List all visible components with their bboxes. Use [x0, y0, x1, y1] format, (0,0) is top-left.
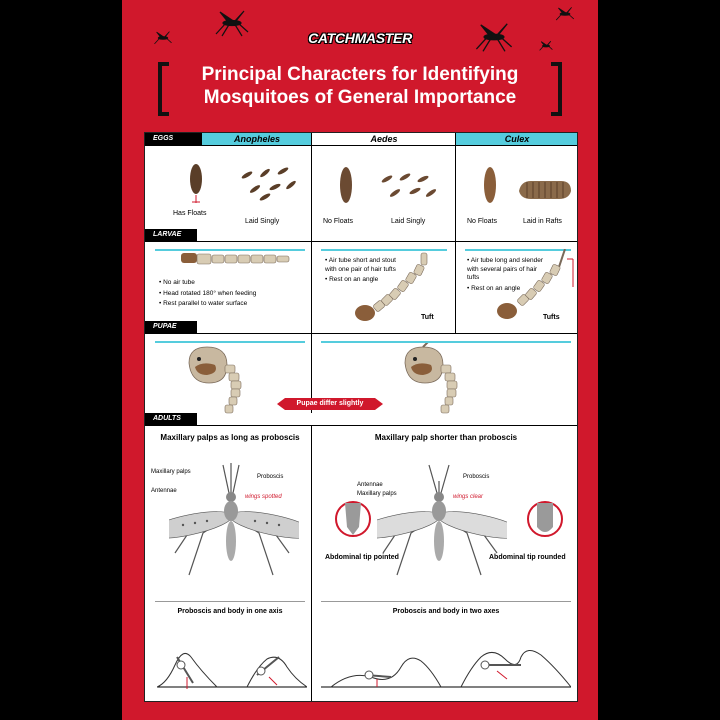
row-divider	[145, 241, 577, 242]
poster-title	[158, 62, 562, 112]
section-label-larvae: LARVAE	[145, 229, 197, 241]
larva-trait: • Rest parallel to water surface	[159, 300, 309, 309]
anopheles-larva-illustration	[181, 249, 301, 271]
pupae-differ-banner: Pupae differ slightly	[285, 398, 375, 410]
right-arrow-icon	[375, 398, 383, 410]
label-abdominal-tip-pointed: Abdominal tip pointed	[325, 554, 399, 561]
aedes-tuft-label: Tuft	[421, 314, 434, 321]
brand-name: CATCHMASTER	[308, 30, 412, 46]
mosquito-silhouette-icon	[538, 40, 554, 52]
culex-larva-illustration	[481, 249, 577, 325]
label-proboscis: Proboscis	[257, 474, 284, 480]
adults-right-heading: Maxillary palp shorter than proboscis	[374, 433, 518, 442]
row-divider	[145, 333, 577, 334]
section-label-adults: ADULTS	[145, 413, 197, 425]
header-divider	[145, 145, 577, 146]
label-antennae: Antennae	[151, 488, 177, 494]
column-divider	[455, 133, 456, 333]
title-line-1: Principal Characters for Identifying	[201, 64, 519, 85]
larva-trait: • Rest on an angle	[467, 285, 547, 294]
sub-divider	[321, 601, 571, 602]
anopheles-larva-traits	[159, 279, 309, 311]
egg-label-no-floats-culex: No Floats	[467, 218, 497, 225]
aedes-egg-illustration	[331, 161, 361, 211]
resting-posture-two-axes-illustration	[321, 627, 571, 693]
poster	[122, 0, 598, 720]
egg-label-laid-singly: Laid Singly	[245, 218, 280, 225]
section-label-eggs: EGGS	[145, 133, 201, 145]
column-header-culex: Culex	[455, 133, 578, 145]
larva-trait: • Rest on an angle	[325, 276, 401, 285]
label-maxillary-palps-right: Maxillary palps	[357, 491, 397, 497]
egg-label-laid-in-rafts: Laid in Rafts	[523, 218, 562, 225]
aedes-culex-pupa-illustration	[401, 343, 481, 419]
label-antennae-right: Antennae	[357, 482, 383, 488]
egg-label-has-floats: Has Floats	[173, 210, 207, 217]
culex-tufts-label: Tufts	[543, 314, 560, 321]
culex-egg-illustration	[475, 161, 505, 211]
anopheles-egg-illustration	[181, 159, 211, 203]
label-axis-one: Proboscis and body in one axis	[177, 608, 283, 615]
identification-chart	[144, 132, 578, 702]
sub-divider	[155, 601, 305, 602]
column-divider	[311, 425, 312, 701]
title-line-2: Mosquitoes of General Importance	[203, 87, 517, 108]
mosquito-silhouette-icon	[152, 30, 174, 46]
section-label-pupae: PUPAE	[145, 321, 197, 333]
larva-trait: • Head rotated 180° when feeding	[159, 290, 309, 299]
larva-trait: • No air tube	[159, 279, 309, 288]
resting-posture-one-axis-illustration	[157, 627, 307, 693]
column-divider	[311, 133, 312, 413]
column-header-anopheles: Anopheles	[201, 133, 312, 145]
egg-label-laid-singly-aedes: Laid Singly	[391, 218, 426, 225]
label-proboscis-right: Proboscis	[463, 474, 490, 480]
row-divider	[145, 425, 577, 426]
egg-label-no-floats: No Floats	[323, 218, 353, 225]
label-wings-spotted: wings spotted	[245, 494, 282, 500]
anopheles-eggs-scattered	[237, 165, 301, 203]
mosquito-silhouette-icon	[472, 20, 516, 54]
larva-trait: • Air tube long and slender with several pairs of hair tufts	[467, 257, 547, 283]
anopheles-pupa-illustration	[185, 343, 255, 417]
label-maxillary-palps: Maxillary palps	[151, 469, 191, 475]
mosquito-silhouette-icon	[212, 8, 252, 38]
adults-left-heading: Maxillary palps as long as proboscis	[160, 433, 300, 442]
label-wings-clear: wings clear	[453, 494, 484, 500]
left-arrow-icon	[277, 398, 285, 410]
abdominal-tip-pointed-icon	[335, 497, 371, 541]
brand-logo	[305, 26, 415, 50]
abdominal-tip-rounded-icon	[527, 497, 563, 541]
aedes-eggs-scattered	[377, 169, 441, 205]
larva-trait: • Air tube short and stout with one pair of hair tufts	[325, 257, 401, 274]
label-abdominal-tip-rounded: Abdominal tip rounded	[489, 554, 566, 561]
column-header-aedes: Aedes	[311, 133, 456, 145]
label-axis-two: Proboscis and body in two axes	[392, 608, 500, 615]
culex-egg-raft-illustration	[517, 177, 573, 201]
mosquito-silhouette-icon	[554, 5, 576, 23]
